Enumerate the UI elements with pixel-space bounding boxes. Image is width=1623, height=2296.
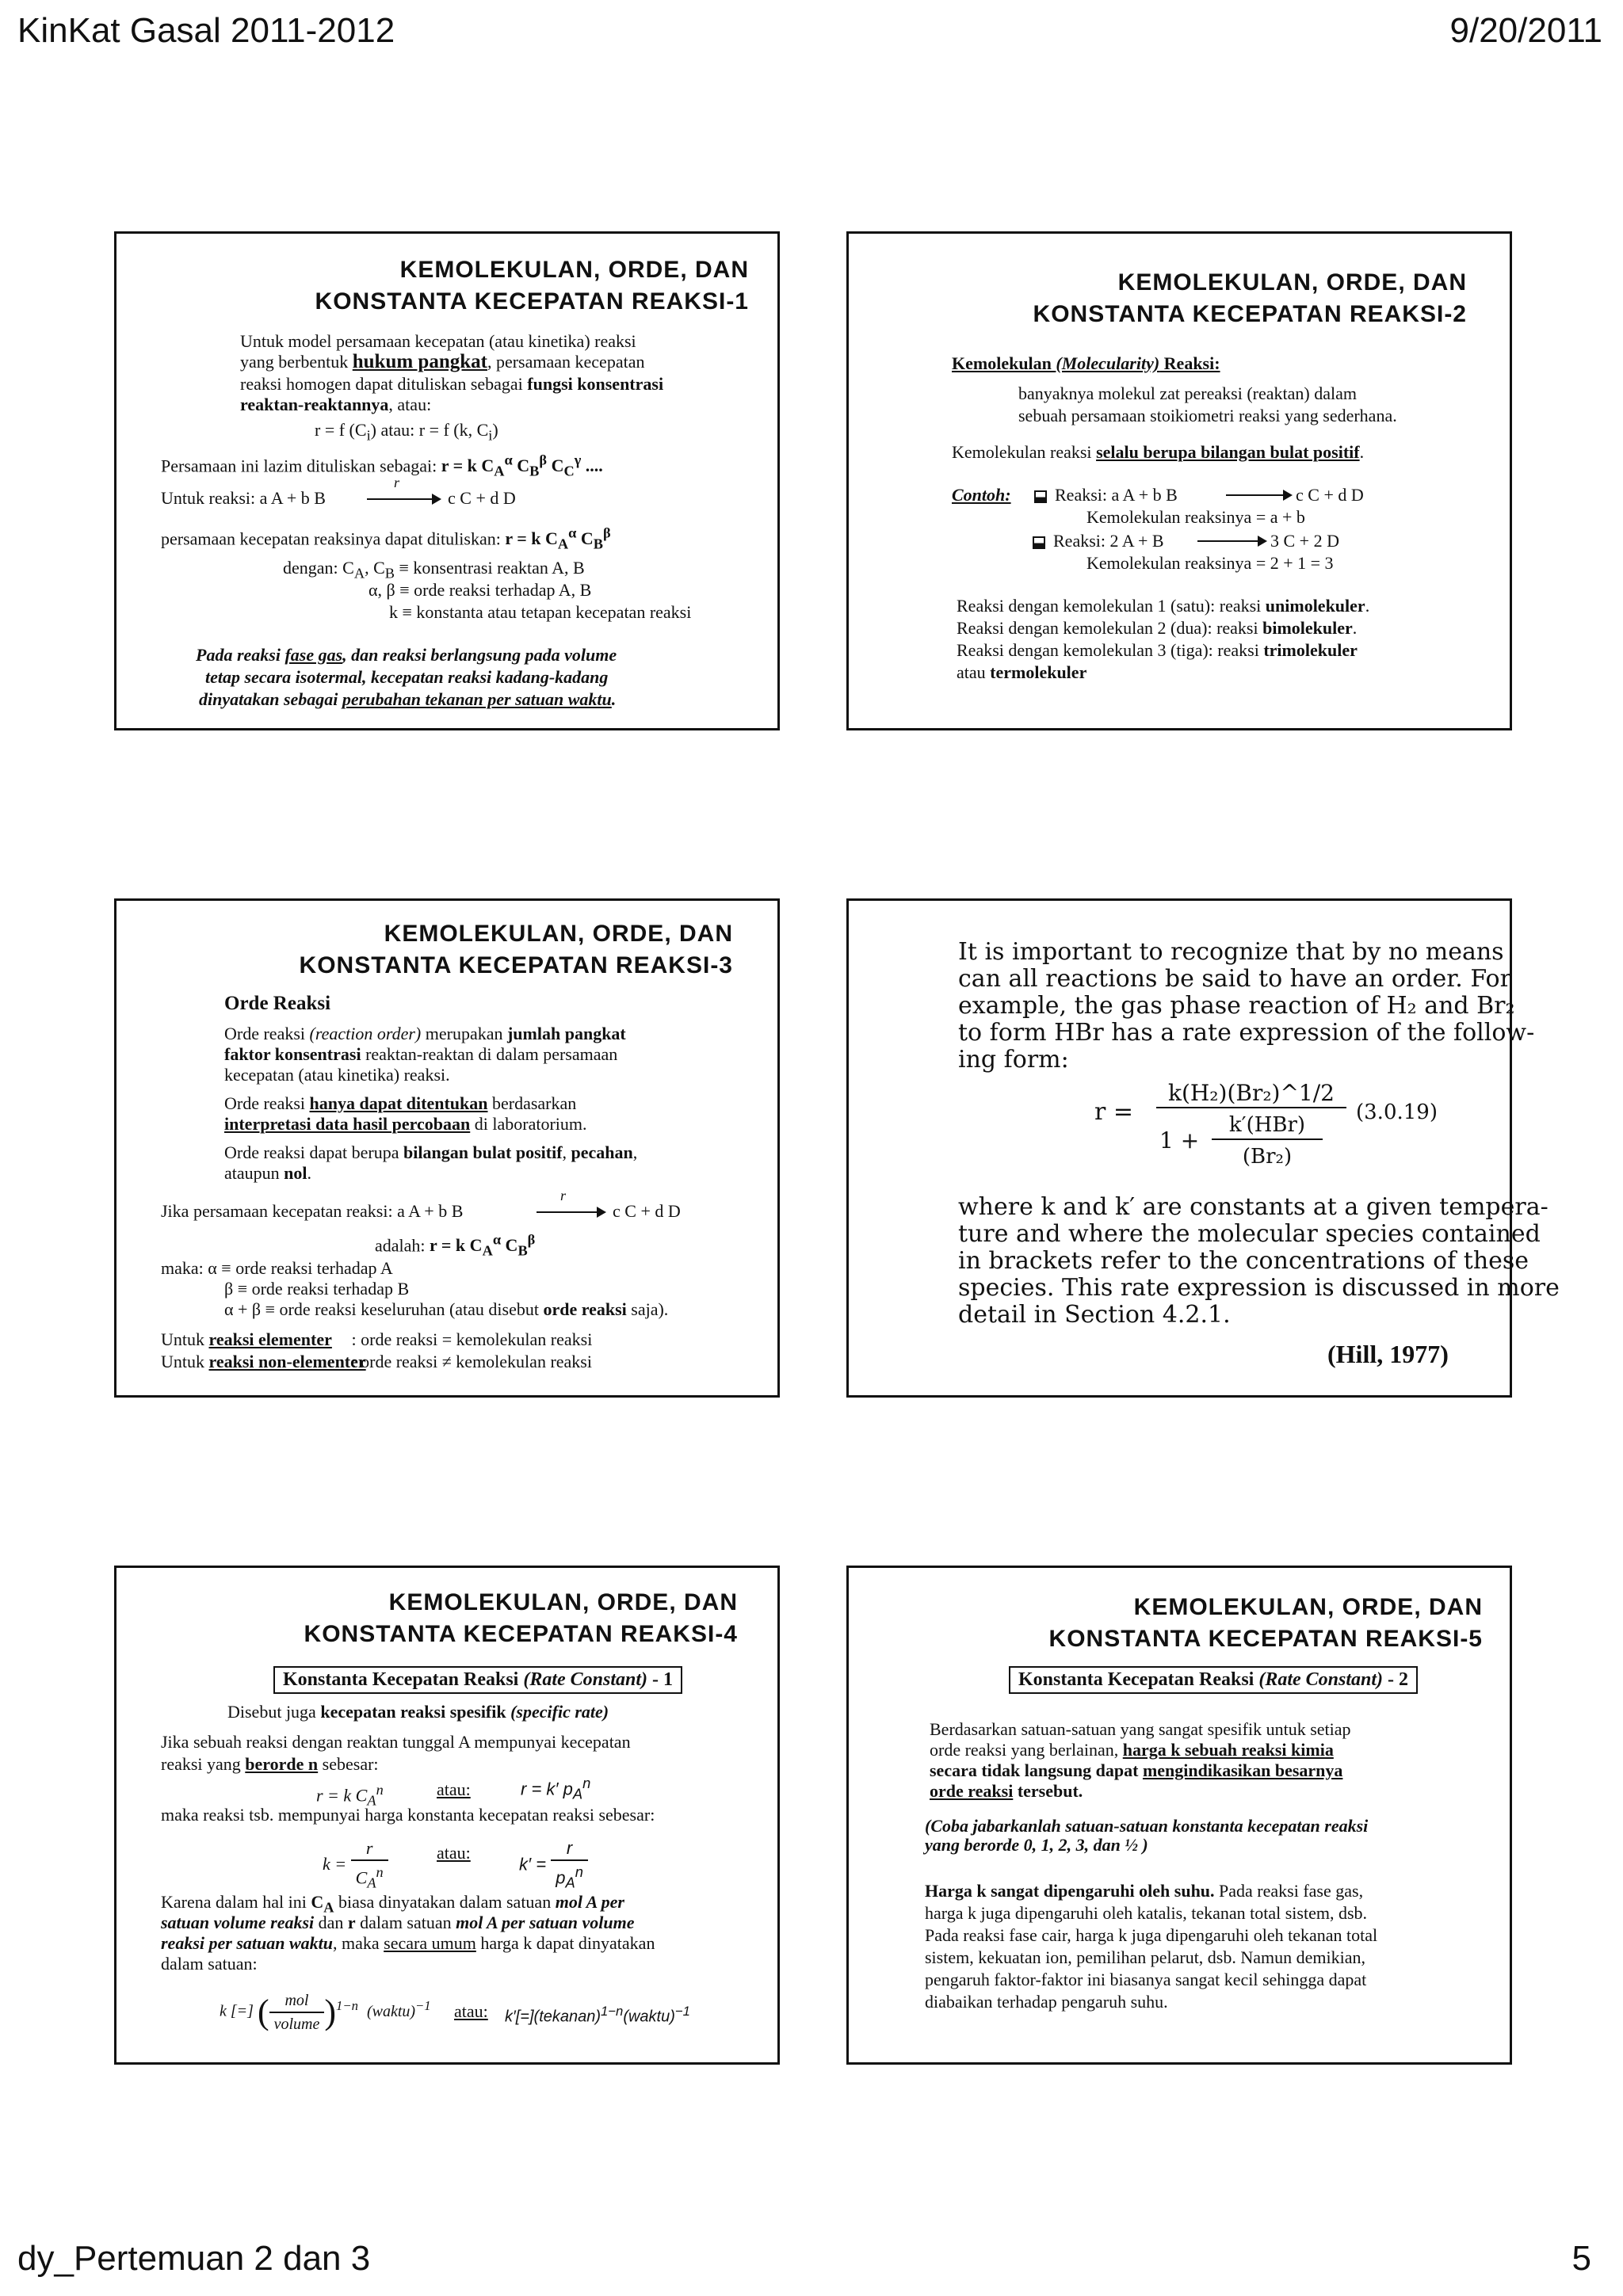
s6-d3: Pada reaksi fase cair, harga k juga dipengaruhi oleh tekanan total — [925, 1925, 1378, 1945]
header-left: KinKat Gasal 2011-2012 — [17, 11, 395, 50]
slide-3-title — [300, 918, 733, 982]
s2-d1: banyaknya molekul zat pereaksi (reaktan) dalam — [1018, 383, 1357, 403]
s4-eq-one: 1 + — [1159, 1127, 1200, 1154]
s4-l6: where k and k′ are constants at a given tempera- — [958, 1193, 1549, 1221]
s4-l1: It is important to recognize that by no means — [958, 938, 1504, 966]
s5-a1: Disebut juga kecepatan reaksi spesifik (specific rate) — [227, 1702, 609, 1722]
slide-3-title-line1: KEMOLEKULAN, ORDE, DAN — [384, 921, 733, 947]
s1-d2: α, β ≡ orde reaksi terhadap A, B — [369, 580, 592, 600]
s1-eq1: r = f $(C_i)$ atau: r = f (k, $C_i$) — [315, 420, 498, 444]
s3-arrow-r: r — [560, 1188, 567, 1203]
s6-c2: yang berorde 0, 1, 2, 3, dan ½ ) — [925, 1835, 1148, 1855]
s6-d1: Harga k sangat dipengaruhi oleh suhu. Pada reaksi fase gas, — [925, 1881, 1364, 1901]
slide-2-title-line2: KONSTANTA KECEPATAN REAKSI-2 — [1033, 301, 1467, 327]
s4-citation: (Hill, 1977) — [1327, 1340, 1449, 1368]
s1-p1d: reaktan-reaktannya, atau: — [240, 395, 432, 414]
s2-contoh-label: Contoh: — [952, 485, 1011, 505]
s3-u2: Untuk reaksi non-elementer: orde reaksi ≠ kemolekulan reaksi — [161, 1352, 592, 1371]
slide-3-title-line2: KONSTANTA KECEPATAN REAKSI-3 — [299, 952, 733, 978]
s2-heading: Kemolekulan (Molecularity) Reaksi: — [952, 353, 1220, 373]
s2-r1: Reaksi dengan kemolekulan 1 (satu): reaksi unimolekuler. — [957, 596, 1370, 616]
s4-eq-numerator: k(H₂)(Br₂)^1/2 — [1156, 1080, 1346, 1108]
s1-arrow-r: r — [394, 475, 400, 490]
slide-5 — [114, 1566, 780, 2065]
s2-d2: sebuah persamaan stoikiometri reaksi yang sederhana. — [1018, 406, 1397, 425]
s4-l7: ture and where the molecular species contained — [958, 1220, 1541, 1248]
s3-p1: Orde reaksi (reaction order) merupakan jumlah pangkat — [224, 1024, 626, 1043]
s3-m1: maka: α ≡ orde reaksi terhadap A — [161, 1258, 393, 1278]
s5-units-k: k [=] ( $\frac{\text{mol}}{\text{volume}}$ )$^{1-n}$ (waktu)$^{-1}$ — [220, 1989, 431, 2035]
slide-2 — [846, 231, 1512, 730]
s3-p1c: kecepatan (atau kinetika) reaksi. — [224, 1065, 450, 1085]
s5-a2: Jika sebuah reaksi dengan reaktan tunggal A mempunyai kecepatan — [161, 1732, 631, 1752]
s5-a8: dalam satuan: — [161, 1954, 258, 1974]
slide-2-title — [1033, 267, 1467, 330]
s4-eq-inner-num: k′(HBr) — [1212, 1112, 1323, 1140]
s6-d5: pengaruh faktor-faktor ini biasanya sangat kecil sehingga dapat — [925, 1970, 1367, 1989]
s6-b3: secara tidak langsung dapat mengindikasikan besarnya — [930, 1760, 1343, 1780]
s3-m3: α + β ≡ orde reaksi keseluruhan (atau disebut orde reaksi saja). — [224, 1299, 669, 1319]
checkbox-bullet-icon — [1033, 536, 1045, 549]
s5-a7: reaksi per satuan waktu, maka secara umum harga k dapat dinyatakan — [161, 1933, 655, 1953]
slide-2-title-line1: KEMOLEKULAN, ORDE, DAN — [1117, 269, 1467, 296]
s4-eq-lhs: r = — [1094, 1098, 1134, 1126]
slide-5-title — [304, 1587, 738, 1650]
s5-a5: Karena dalam hal ini $C_A$ biasa dinyatakan dalam satuan mol A per — [161, 1892, 624, 1916]
s2-r3: Reaksi dengan kemolekulan 3 (tiga): reaksi trimolekuler — [957, 640, 1358, 660]
s3-j1: Jika persamaan kecepatan reaksi: a A + b B — [161, 1201, 464, 1221]
s1-reaction-arrow — [367, 498, 440, 500]
s2-r2: Reaksi dengan kemolekulan 2 (dua): reaksi bimolekuler. — [957, 618, 1358, 638]
s4-l9: species. This rate expression is discussed in more — [958, 1274, 1560, 1302]
s5-eq-r: r = k $C_A^n$ — [316, 1782, 384, 1809]
footer-left: dy_Pertemuan 2 dan 3 — [17, 2239, 371, 2278]
s2-r4: atau termolekuler — [957, 662, 1087, 682]
s2-example-1-result: Kemolekulan reaksinya = a + b — [1086, 507, 1305, 527]
slide-6-title-line1: KEMOLEKULAN, ORDE, DAN — [1133, 1594, 1483, 1620]
s2-example-2-products: 3 C + 2 D — [1270, 531, 1339, 551]
s5-boxed-heading: Konstanta Kecepatan Reaksi (Rate Constant) - 1 — [273, 1666, 682, 1694]
s4-l4: to form HBr has a rate expression of the follow- — [958, 1019, 1535, 1047]
s5-a6: satuan volume reaksi dan r dalam satuan mol A per satuan volume — [161, 1913, 635, 1932]
slide-1 — [114, 231, 780, 730]
slide-6-title-line2: KONSTANTA KECEPATAN REAKSI-5 — [1048, 1626, 1483, 1652]
s6-d6: diabaikan terhadap pengaruh suhu. — [925, 1992, 1168, 2012]
s4-l5: ing form: — [958, 1046, 1069, 1074]
s1-p4: persamaan kecepatan reaksinya dapat dituliskan: r = k $C_A^\alpha$ $C_B^\beta$ — [161, 525, 611, 552]
s4-l2: can all reactions be said to have an order. For — [958, 965, 1511, 993]
s1-p1c: reaksi homogen dapat dituliskan sebagai fungsi konsentrasi — [240, 374, 664, 394]
s5-k-eq: k = $\frac{r}{C_A^n}$ — [323, 1837, 388, 1894]
s1-d1: dengan: $C_A$, $C_B$ ≡ konsentrasi reaktan A, B — [283, 558, 585, 582]
slide-4 — [846, 898, 1560, 1398]
s6-d2: harga k juga dipengaruhi oleh katalis, tekanan total sistem, dsb. — [925, 1903, 1368, 1923]
s3-p3: Orde reaksi dapat berupa bilangan bulat positif, pecahan, — [224, 1142, 638, 1162]
s6-boxed-heading: Konstanta Kecepatan Reaksi (Rate Constant) - 2 — [1009, 1666, 1418, 1694]
header-date: 9/20/2011 — [1449, 11, 1602, 50]
s6-d4: sistem, kekuatan ion, pemilihan pelarut, dsb. Namun demikian, — [925, 1947, 1365, 1967]
s5-eq-rp: r = k′ $p_A^n$ — [521, 1775, 591, 1802]
s3-u1: Untuk reaksi elementer : orde reaksi = kemolekulan reaksi — [161, 1329, 593, 1349]
slide-6-title — [1049, 1592, 1483, 1655]
s1-p1b: yang berbentuk hukum pangkat, persamaan kecepatan — [240, 351, 645, 372]
s5-kp-eq: k′ = $\frac{r}{p_A^n}$ — [519, 1837, 588, 1894]
s1-note1: Pada reaksi fase gas, dan reaksi berlangsung pada volume — [196, 645, 617, 665]
slide-5-title-line2: KONSTANTA KECEPATAN REAKSI-4 — [304, 1621, 738, 1647]
s1-d3: k ≡ konstanta atau tetapan kecepatan reaksi — [389, 602, 692, 622]
s5-a3: reaksi yang berorde n sebesar: — [161, 1754, 379, 1774]
slide-1-title-line1: KEMOLEKULAN, ORDE, DAN — [399, 257, 749, 283]
s2-arrow-2 — [1197, 540, 1266, 542]
s3-p3b: ataupun nol. — [224, 1163, 312, 1183]
s5-atau-2: atau: — [437, 1843, 471, 1863]
s4-l8: in brackets refer to the concentrations of these — [958, 1247, 1529, 1275]
s4-eq-number: (3.0.19) — [1356, 1100, 1438, 1124]
s1-p2: Persamaan ini lazim dituliskan sebagai: r = k $C_A^\alpha$ $C_B^\beta$ $C_C^\gamma$ .... — [161, 452, 603, 479]
s4-eq-inner-den: (Br₂) — [1242, 1145, 1293, 1169]
page-number: 5 — [1571, 2239, 1591, 2278]
s2-example-2-result: Kemolekulan reaksinya = 2 + 1 = 3 — [1086, 553, 1334, 573]
slide-5-title-line1: KEMOLEKULAN, ORDE, DAN — [388, 1589, 738, 1615]
s2-statement: Kemolekulan reaksi selalu berupa bilangan bulat positif. — [952, 442, 1365, 462]
s3-j1-products: c C + d D — [613, 1201, 681, 1221]
slide-6 — [846, 1566, 1512, 2065]
s2-example-1-products: c C + d D — [1296, 485, 1364, 505]
s1-note2: tetap secara isotermal, kecepatan reaksi kadang-kadang — [205, 667, 609, 687]
s4-l3: example, the gas phase reaction of H₂ and Br₂ — [958, 992, 1515, 1020]
s1-note3: dinyatakan sebagai perubahan tekanan per satuan waktu. — [199, 689, 617, 709]
s1-p3-products: c C + d D — [448, 488, 516, 508]
s2-arrow-1 — [1226, 494, 1291, 496]
s3-p1b: faktor konsentrasi reaktan-reaktan di dalam persamaan — [224, 1044, 618, 1064]
slide-1-title-line2: KONSTANTA KECEPATAN REAKSI-1 — [315, 288, 749, 315]
s3-reaction-arrow — [537, 1211, 605, 1213]
s3-p2: Orde reaksi hanya dapat ditentukan berdasarkan — [224, 1093, 577, 1113]
s5-atau-1: atau: — [437, 1779, 471, 1799]
s6-b4: orde reaksi tersebut. — [930, 1781, 1083, 1801]
checkbox-bullet-icon — [1034, 490, 1047, 503]
s2-example-1: Reaksi: a A + b B — [1034, 484, 1178, 506]
s5-atau-3: atau: — [454, 2001, 488, 2021]
s4-l10: detail in Section 4.2.1. — [958, 1301, 1231, 1329]
s2-example-2: Reaksi: 2 A + B — [1033, 530, 1164, 552]
s6-c1: (Coba jabarkanlah satuan-satuan konstanta kecepatan reaksi — [925, 1816, 1369, 1836]
s3-j2: adalah: r = k $C_A^\alpha$ $C_B^\beta$ — [375, 1232, 536, 1259]
s1-p1a: Untuk model persamaan kecepatan (atau kinetika) reaksi — [240, 331, 636, 351]
s3-heading: Orde Reaksi — [224, 993, 331, 1014]
s3-p2b: interpretasi data hasil percobaan di laboratorium. — [224, 1114, 587, 1134]
s5-units-kp: k′[=](tekanan)$^{1-n}$(waktu)$^{-1}$ — [505, 2004, 690, 2026]
slide-1-title — [315, 254, 749, 318]
slide-3 — [114, 898, 780, 1398]
s6-b2: orde reaksi yang berlainan, harga k sebuah reaksi kimia — [930, 1740, 1334, 1760]
s3-m2: β ≡ orde reaksi terhadap B — [224, 1279, 410, 1299]
s6-b1: Berdasarkan satuan-satuan yang sangat spesifik untuk setiap — [930, 1719, 1351, 1739]
s1-p3: Untuk reaksi: a A + b B — [161, 488, 326, 508]
s5-a4: maka reaksi tsb. mempunyai harga konstanta kecepatan reaksi sebesar: — [161, 1805, 655, 1825]
